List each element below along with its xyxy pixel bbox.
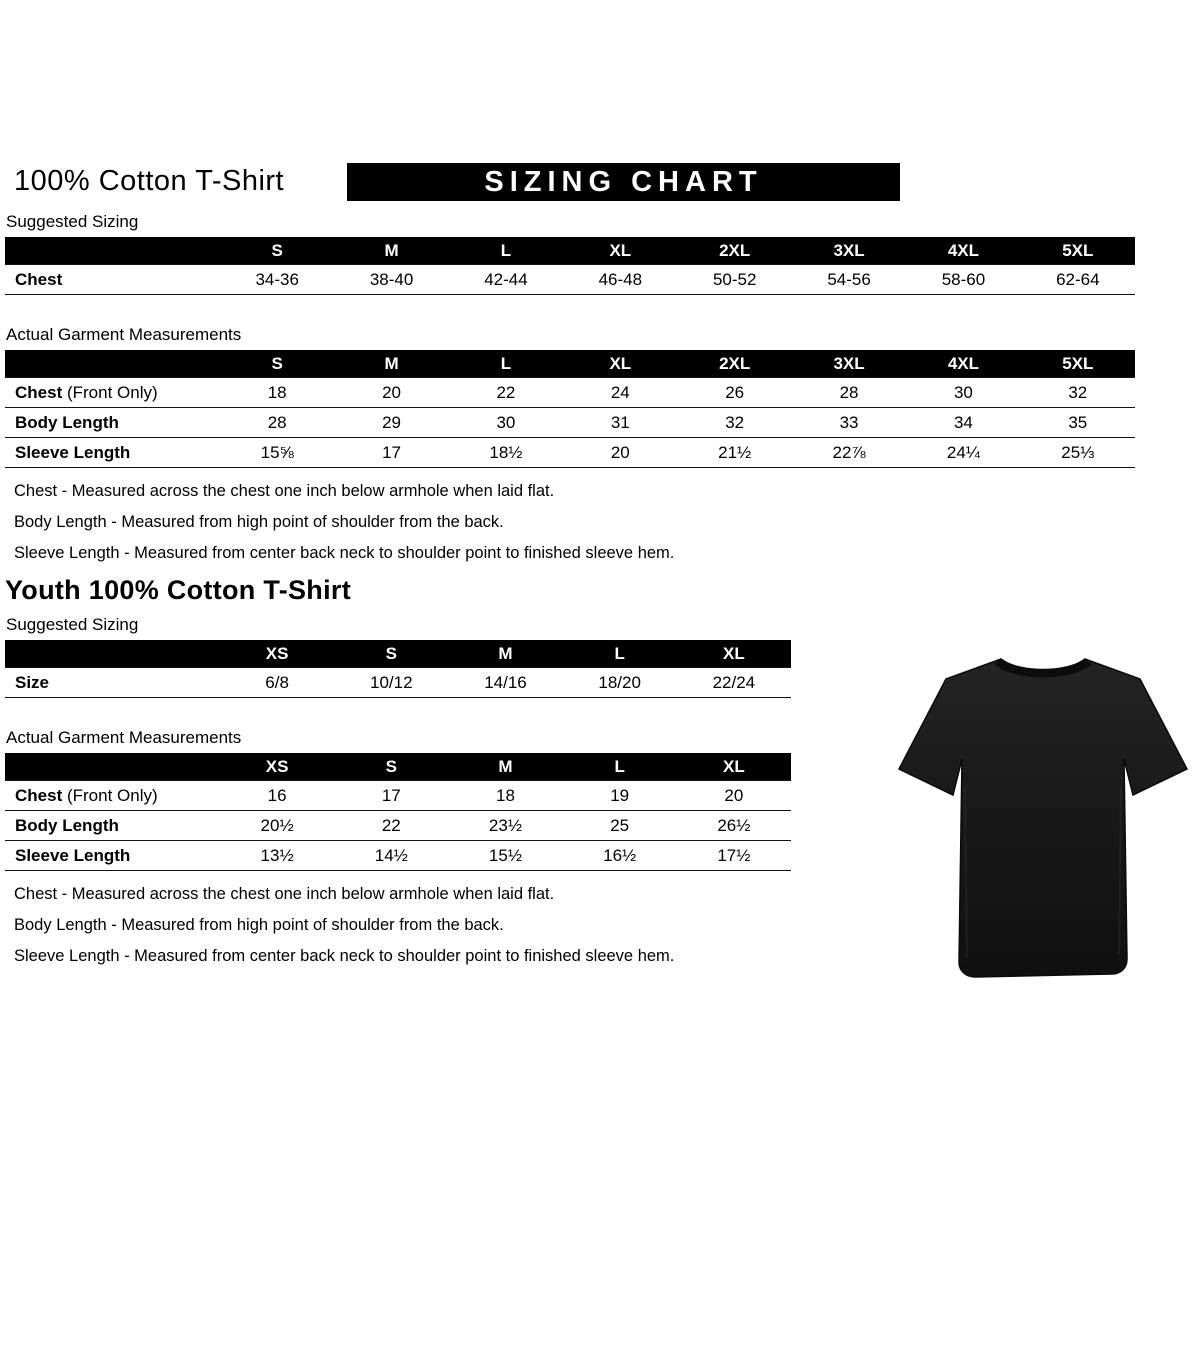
table-cell: 10/12 bbox=[334, 668, 448, 698]
table-cell: 29 bbox=[334, 408, 448, 438]
black-tshirt-image bbox=[893, 637, 1193, 989]
row-label-note: (Front Only) bbox=[62, 785, 158, 805]
table-cell: 18 bbox=[220, 378, 334, 408]
table-cell: 16½ bbox=[563, 841, 677, 871]
row-label bbox=[5, 438, 220, 468]
corner-cell bbox=[5, 237, 220, 265]
table-cell: 31 bbox=[563, 408, 677, 438]
table-header-row bbox=[5, 350, 1135, 378]
table-cell: 62-64 bbox=[1021, 265, 1135, 295]
table-cell: 32 bbox=[1021, 378, 1135, 408]
youth-suggested-sizing-table bbox=[5, 640, 791, 698]
table-header-row bbox=[5, 640, 791, 668]
table-cell: 33 bbox=[792, 408, 906, 438]
table-cell: 16 bbox=[220, 781, 334, 811]
table-cell: 30 bbox=[449, 408, 563, 438]
table-cell: 20½ bbox=[220, 811, 334, 841]
table-cell: 14½ bbox=[334, 841, 448, 871]
note-line: Body Length - Measured from high point of shoulder from the back. bbox=[14, 513, 504, 531]
adult-suggested-sizing-label: Suggested Sizing bbox=[6, 212, 139, 231]
table-cell: 35 bbox=[1021, 408, 1135, 438]
row-label-text: Chest bbox=[15, 382, 63, 402]
table-cell: 15⅝ bbox=[220, 438, 334, 468]
table-row bbox=[5, 668, 791, 698]
column-header: M bbox=[334, 350, 448, 378]
youth-suggested-sizing-label: Suggested Sizing bbox=[6, 615, 139, 634]
corner-cell bbox=[5, 350, 220, 378]
adult-section-title: 100% Cotton T-Shirt bbox=[14, 165, 285, 197]
column-header: XL bbox=[677, 753, 791, 781]
column-header: 2XL bbox=[678, 237, 792, 265]
table-cell: 18 bbox=[448, 781, 562, 811]
table-row bbox=[5, 781, 791, 811]
table-row bbox=[5, 408, 1135, 438]
table-cell: 21½ bbox=[678, 438, 792, 468]
table-header-row bbox=[5, 753, 791, 781]
row-label-text: Body Length bbox=[15, 815, 119, 835]
table-cell: 15½ bbox=[448, 841, 562, 871]
table-cell: 22 bbox=[334, 811, 448, 841]
table-cell: 18/20 bbox=[563, 668, 677, 698]
table-cell: 28 bbox=[220, 408, 334, 438]
table-cell: 6/8 bbox=[220, 668, 334, 698]
column-header: 3XL bbox=[792, 237, 906, 265]
table-row bbox=[5, 265, 1135, 295]
table-cell: 22 bbox=[449, 378, 563, 408]
column-header: S bbox=[334, 753, 448, 781]
row-label bbox=[5, 378, 220, 408]
table-cell: 17 bbox=[334, 781, 448, 811]
column-header: S bbox=[220, 350, 334, 378]
table-cell: 24 bbox=[563, 378, 677, 408]
table-row bbox=[5, 378, 1135, 408]
table-cell: 20 bbox=[677, 781, 791, 811]
youth-actual-measurements-table bbox=[5, 753, 791, 871]
table-cell: 20 bbox=[334, 378, 448, 408]
column-header: 5XL bbox=[1021, 237, 1135, 265]
table-cell: 18½ bbox=[449, 438, 563, 468]
column-header: 3XL bbox=[792, 350, 906, 378]
row-label bbox=[5, 668, 220, 698]
column-header: XL bbox=[563, 237, 677, 265]
table-cell: 30 bbox=[906, 378, 1020, 408]
column-header: L bbox=[449, 237, 563, 265]
table-cell: 17 bbox=[334, 438, 448, 468]
table-cell: 34-36 bbox=[220, 265, 334, 295]
table-cell: 28 bbox=[792, 378, 906, 408]
row-label bbox=[5, 811, 220, 841]
column-header: 4XL bbox=[906, 350, 1020, 378]
corner-cell bbox=[5, 640, 220, 668]
youth-actual-measurements-label: Actual Garment Measurements bbox=[6, 728, 242, 747]
column-header: XL bbox=[677, 640, 791, 668]
table-row bbox=[5, 811, 791, 841]
table-cell: 38-40 bbox=[334, 265, 448, 295]
sizing-chart-banner: SIZING CHART bbox=[347, 163, 900, 201]
table-cell: 13½ bbox=[220, 841, 334, 871]
column-header: 5XL bbox=[1021, 350, 1135, 378]
table-cell: 14/16 bbox=[448, 668, 562, 698]
row-label-text: Sleeve Length bbox=[15, 845, 131, 865]
table-cell: 26½ bbox=[677, 811, 791, 841]
row-label bbox=[5, 265, 220, 295]
adult-measurement-notes bbox=[14, 482, 1200, 563]
row-label-text: Chest bbox=[15, 269, 63, 289]
table-row bbox=[5, 841, 791, 871]
column-header: XS bbox=[220, 753, 334, 781]
adult-actual-measurements-label: Actual Garment Measurements bbox=[6, 325, 242, 344]
table-cell: 24¼ bbox=[906, 438, 1020, 468]
table-cell: 46-48 bbox=[563, 265, 677, 295]
column-header: L bbox=[563, 640, 677, 668]
row-label-text: Body Length bbox=[15, 412, 119, 432]
table-cell: 25 bbox=[563, 811, 677, 841]
note-line: Sleeve Length - Measured from center back neck to shoulder point to finished sleeve hem. bbox=[14, 544, 675, 562]
row-label bbox=[5, 781, 220, 811]
column-header: 4XL bbox=[906, 237, 1020, 265]
table-cell: 19 bbox=[563, 781, 677, 811]
table-row bbox=[5, 438, 1135, 468]
note-line: Chest - Measured across the chest one inch below armhole when laid flat. bbox=[14, 885, 555, 903]
row-label bbox=[5, 408, 220, 438]
column-header: XS bbox=[220, 640, 334, 668]
table-cell: 32 bbox=[678, 408, 792, 438]
table-cell: 54-56 bbox=[792, 265, 906, 295]
row-label bbox=[5, 841, 220, 871]
note-line: Body Length - Measured from high point of shoulder from the back. bbox=[14, 916, 504, 934]
page-header bbox=[0, 163, 1200, 203]
table-cell: 17½ bbox=[677, 841, 791, 871]
row-label-text: Sleeve Length bbox=[15, 442, 131, 462]
table-cell: 58-60 bbox=[906, 265, 1020, 295]
table-cell: 26 bbox=[678, 378, 792, 408]
sizing-chart-page bbox=[0, 163, 1200, 1363]
table-cell: 25⅓ bbox=[1021, 438, 1135, 468]
column-header: M bbox=[448, 640, 562, 668]
tshirt-body bbox=[899, 659, 1187, 977]
adult-actual-measurements-table bbox=[5, 350, 1135, 468]
table-cell: 20 bbox=[563, 438, 677, 468]
column-header: S bbox=[220, 237, 334, 265]
row-label-text: Chest bbox=[15, 785, 63, 805]
adult-suggested-sizing-table bbox=[5, 237, 1135, 295]
column-header: 2XL bbox=[678, 350, 792, 378]
table-cell: 42-44 bbox=[449, 265, 563, 295]
row-label-text: Size bbox=[15, 672, 50, 692]
note-line: Sleeve Length - Measured from center back neck to shoulder point to finished sleeve hem. bbox=[14, 947, 675, 965]
column-header: XL bbox=[563, 350, 677, 378]
note-line: Chest - Measured across the chest one inch below armhole when laid flat. bbox=[14, 482, 555, 500]
column-header: L bbox=[449, 350, 563, 378]
table-cell: 34 bbox=[906, 408, 1020, 438]
youth-section-title: Youth 100% Cotton T-Shirt bbox=[5, 575, 351, 605]
table-cell: 50-52 bbox=[678, 265, 792, 295]
column-header: M bbox=[334, 237, 448, 265]
table-cell: 22/24 bbox=[677, 668, 791, 698]
row-label-note: (Front Only) bbox=[62, 382, 158, 402]
table-cell: 22⅞ bbox=[792, 438, 906, 468]
column-header: M bbox=[448, 753, 562, 781]
column-header: S bbox=[334, 640, 448, 668]
table-cell: 23½ bbox=[448, 811, 562, 841]
column-header: L bbox=[563, 753, 677, 781]
corner-cell bbox=[5, 753, 220, 781]
table-header-row bbox=[5, 237, 1135, 265]
